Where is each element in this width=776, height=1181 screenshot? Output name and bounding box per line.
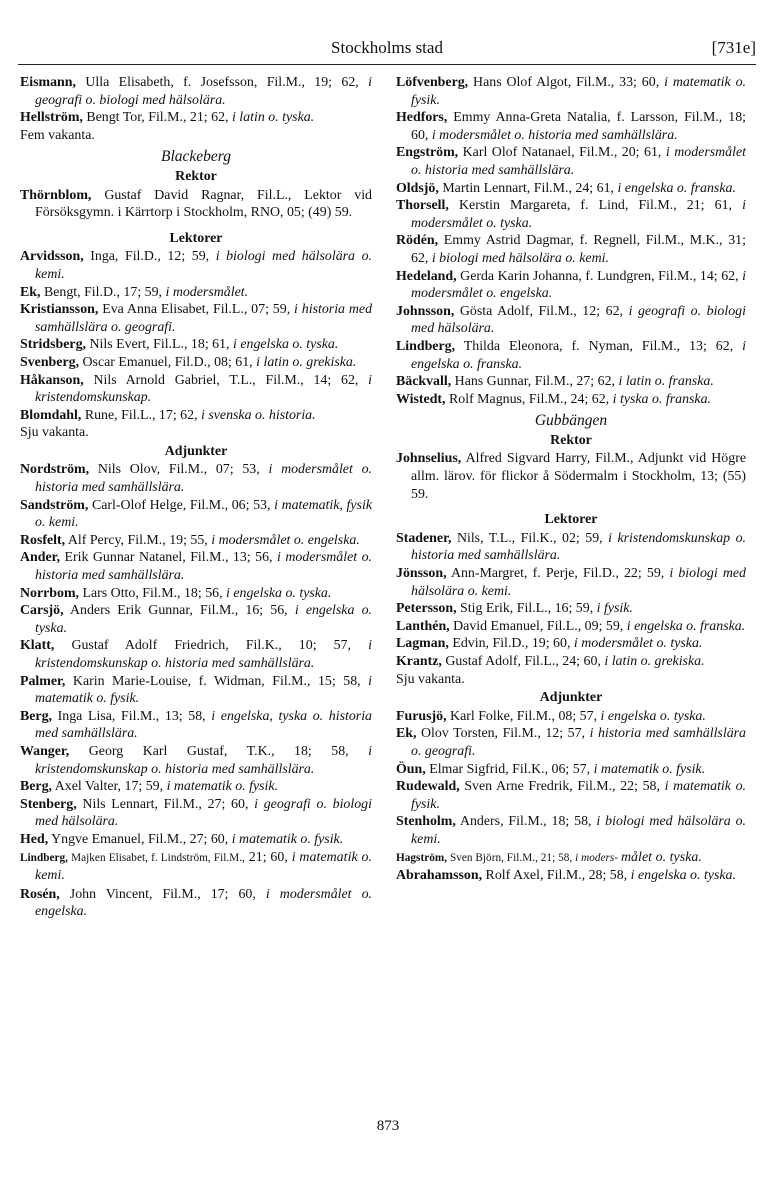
entry-subjects: i matematik o. fysik. bbox=[411, 75, 746, 108]
entry-subjects: i latin o. grekiska. bbox=[256, 354, 357, 370]
entry-name: Stadener, bbox=[396, 530, 452, 546]
entry-name: Ek, bbox=[20, 284, 41, 300]
entry-details: Gustaf Adolf, Fil.L., 24; 60, bbox=[441, 654, 605, 669]
entry-details: David Emanuel, Fil.L., 09; 59, bbox=[449, 618, 627, 634]
entry-details: Karin Marie-Louise, f. Widman, Fil.M., 15; 58, bbox=[65, 673, 369, 689]
staff-entry bbox=[396, 197, 746, 232]
school-heading: Gubbängen bbox=[534, 412, 608, 430]
entry-name: Rosfelt, bbox=[20, 532, 66, 548]
entry-subjects: i modersmålet o. historia med samhällslära. bbox=[411, 145, 747, 178]
staff-entry bbox=[20, 673, 372, 708]
entry-details: Karl Folke, Fil.M., 08; 57, bbox=[446, 708, 601, 724]
entry-subjects: i historia med samhällslära o. geografi. bbox=[35, 302, 373, 335]
entry-name: Abrahamsson, bbox=[396, 868, 483, 884]
entry-details: Sven Arne Fredrik, Fil.M., 22; 58, bbox=[459, 779, 665, 795]
entry-details: Thilda Eleonora, f. Nyman, Fil.M., 13; 62, bbox=[455, 338, 743, 354]
section-heading-rektor: Rektor bbox=[550, 432, 592, 448]
entry-name: Johnselius, bbox=[396, 451, 462, 467]
staff-entry bbox=[20, 372, 372, 407]
section-heading-rektor: Rektor bbox=[175, 168, 217, 184]
entry-name: Hagström, bbox=[396, 851, 448, 864]
staff-entry bbox=[396, 813, 746, 848]
staff-entry bbox=[20, 778, 372, 796]
staff-entry bbox=[20, 796, 372, 831]
entry-details: Georg Karl Gustaf, T.K., 18; 58, bbox=[69, 743, 369, 759]
entry-name: Lanthén, bbox=[396, 618, 450, 634]
entry-name: Krantz, bbox=[396, 654, 442, 669]
entry-name: Rosén, bbox=[20, 886, 60, 902]
entry-subjects: i matematik o. kemi. bbox=[35, 849, 372, 884]
staff-entry bbox=[20, 74, 372, 109]
entry-subjects: i matematik, fysik o. kemi. bbox=[35, 497, 372, 531]
entry-subjects: i kristendomskunskap. bbox=[35, 372, 372, 406]
entry-details: Rolf Axel, Fil.M., 28; 58, bbox=[482, 868, 631, 884]
entry-details: Karl Olof Natanael, Fil.M., 20; 61, bbox=[458, 145, 666, 161]
entry-subjects: i matematik o. fysik. bbox=[593, 761, 706, 777]
entry-name: Johnsson, bbox=[396, 303, 455, 319]
staff-entry bbox=[396, 778, 746, 813]
entry-name: Lindberg, bbox=[20, 851, 69, 864]
entry-subjects: i kristendomskunskap o. historia med samhällslära. bbox=[411, 530, 747, 564]
entry-name: Petersson, bbox=[396, 601, 457, 617]
entry-name: Öun, bbox=[396, 761, 426, 777]
entry-subjects: i matematik o. fysik. bbox=[35, 673, 372, 707]
right-column bbox=[396, 74, 746, 885]
entry-subjects: i biologi med hälsolära o. kemi. bbox=[411, 814, 747, 847]
entry-details: Nils Olov, Fil.M., 07; 53, bbox=[89, 462, 269, 478]
staff-entry bbox=[20, 336, 372, 354]
staff-entry bbox=[396, 180, 746, 198]
staff-entry bbox=[396, 600, 746, 618]
page-reference: [731e] bbox=[711, 38, 756, 57]
entry-subjects: i modersmålet o. tyska. bbox=[573, 636, 703, 652]
entry-details-small: Sven Björn, Fil.M., 21; 58, bbox=[447, 851, 576, 864]
staff-entry bbox=[396, 565, 746, 600]
entry-details: Ulla Elisabeth, f. Josefsson, Fil.M., 19; 62, bbox=[75, 75, 369, 90]
entry-details: Alfred Sigvard Harry, Fil.M., Adjunkt vid Högre allm. lärov. för flickor å Södermalm i Stockholm, 13; (55) 59. bbox=[411, 451, 746, 502]
entry-subjects: i engelska o. franska. bbox=[411, 338, 746, 372]
staff-entry bbox=[20, 407, 372, 425]
entry-subjects: i engelska o. franska. bbox=[626, 618, 746, 634]
entry-subjects: i modersmålet o. engelska. bbox=[35, 886, 372, 920]
staff-entry bbox=[396, 232, 746, 267]
staff-entry bbox=[20, 187, 372, 222]
entry-name: Lagman, bbox=[396, 636, 449, 652]
entry-name: Rödén, bbox=[396, 233, 439, 249]
entry-name: Berg, bbox=[20, 779, 53, 795]
entry-details: Gösta Adolf, Fil.M., 12; 62, bbox=[454, 303, 629, 319]
entry-subjects: i latin o. grekiska. bbox=[604, 654, 705, 669]
entry-details: Bengt Tor, Fil.M., 21; 62, bbox=[82, 110, 232, 126]
left-column bbox=[20, 74, 372, 921]
entry-subjects: i latin o. franska. bbox=[618, 374, 714, 390]
staff-entry bbox=[20, 284, 372, 302]
entry-subjects: i modersmålet o. engelska. bbox=[411, 268, 746, 302]
staff-entry bbox=[396, 338, 746, 373]
running-title: Stockholms stad bbox=[331, 38, 443, 57]
entry-name: Nordström, bbox=[20, 462, 90, 478]
entry-name: Hellström, bbox=[20, 110, 83, 126]
entry-name: Sandström, bbox=[20, 497, 89, 513]
entry-subjects: i modersmålet. bbox=[165, 284, 249, 300]
entry-subjects: i modersmålet o. historia med samhällslära. bbox=[35, 462, 373, 496]
entry-name: Rudewald, bbox=[396, 779, 460, 795]
entry-details: Martin Lennart, Fil.M., 24; 61, bbox=[438, 180, 618, 196]
vacancy-note: Fem vakanta. bbox=[20, 127, 95, 143]
entry-subjects: i engelska o. tyska. bbox=[233, 337, 339, 353]
entry-name: Wistedt, bbox=[396, 391, 446, 407]
staff-entry bbox=[20, 354, 372, 372]
entry-details-small: Majken Elisabet, f. Lindström, Fil.M., bbox=[68, 851, 245, 864]
entry-details: Nils Evert, Fil.L., 18; 61, bbox=[85, 337, 233, 353]
page-number: 873 bbox=[376, 1118, 400, 1134]
entry-subjects: målet o. tyska. bbox=[620, 849, 702, 865]
entry-name: Stenberg, bbox=[20, 796, 77, 812]
staff-entry bbox=[396, 849, 746, 868]
entry-details: Stig Erik, Fil.L., 16; 59, bbox=[456, 601, 597, 617]
entry-name: Jönsson, bbox=[396, 566, 447, 582]
entry-details: Ann-Margret, f. Perje, Fil.D., 22; 59, bbox=[446, 566, 670, 582]
entry-details: Eva Anna Elisabet, Fil.L., 07; 59, bbox=[98, 302, 295, 318]
entry-details: Nils Lennart, Fil.M., 27; 60, bbox=[76, 796, 255, 812]
entry-name: Håkanson, bbox=[20, 372, 84, 388]
staff-entry bbox=[20, 248, 372, 283]
entry-details: Edvin, Fil.D., 19; 60, bbox=[448, 636, 574, 652]
vacancy-note: Sju vakanta. bbox=[20, 425, 89, 441]
entry-details: Kerstin Margareta, f. Lind, Fil.M., 21; 61, bbox=[448, 198, 743, 214]
entry-name: Ander, bbox=[20, 550, 61, 566]
staff-entry bbox=[396, 530, 746, 565]
entry-subjects: i modersmålet o. historia med samhällslära. bbox=[431, 127, 678, 143]
vacancy-note: Sju vakanta. bbox=[396, 671, 465, 687]
entry-subjects: i svenska o. historia. bbox=[201, 407, 316, 423]
staff-entry bbox=[396, 303, 746, 338]
entry-subjects: i tyska o. franska. bbox=[612, 391, 712, 407]
entry-name: Carsjö, bbox=[20, 603, 64, 619]
entry-details: Inga, Fil.D., 12; 59, bbox=[83, 249, 216, 265]
staff-entry bbox=[20, 831, 372, 849]
entry-name: Hedeland, bbox=[396, 268, 457, 284]
entry-details: Carl-Olof Helge, Fil.M., 06; 53, bbox=[88, 497, 275, 513]
entry-details: Alf Percy, Fil.M., 19; 55, bbox=[65, 532, 212, 548]
entry-details: Rune, Fil.L., 17; 62, bbox=[81, 407, 201, 423]
entry-details: Olov Torsten, Fil.M., 12; 57, bbox=[416, 726, 590, 742]
staff-entry bbox=[396, 144, 746, 179]
staff-entry bbox=[20, 743, 372, 778]
staff-entry bbox=[20, 549, 372, 584]
staff-entry bbox=[396, 708, 746, 726]
entry-name: Thorsell, bbox=[396, 198, 449, 214]
entry-subjects: i engelska o. tyska. bbox=[630, 868, 736, 884]
entry-subjects: i historia med samhällslära o. geografi. bbox=[411, 726, 746, 759]
entry-name: Engström, bbox=[396, 145, 459, 161]
entry-subjects: i engelska, tyska o. historia med samhällslära. bbox=[35, 708, 372, 742]
entry-subjects: i matematik o. fysik. bbox=[411, 779, 746, 812]
staff-entry bbox=[20, 461, 372, 496]
section-heading-lektorer: Lektorer bbox=[544, 512, 598, 528]
entry-name: Hed, bbox=[20, 831, 49, 847]
entry-name: Thörnblom, bbox=[20, 187, 92, 203]
staff-entry bbox=[396, 725, 746, 760]
entry-subjects: i geografi o. biologi med hälsolära. bbox=[35, 796, 372, 830]
staff-entry bbox=[20, 532, 372, 550]
entry-subjects: i geografi o. biologi med hälsolära. bbox=[35, 75, 372, 108]
entry-subjects: i modersmålet o. tyska. bbox=[411, 198, 746, 231]
entry-name: Stridsberg, bbox=[20, 337, 86, 353]
staff-entry bbox=[396, 74, 746, 109]
staff-entry bbox=[20, 886, 372, 921]
staff-entry bbox=[396, 653, 746, 671]
entry-name: Furusjö, bbox=[396, 708, 447, 724]
entry-details: 21; 60, bbox=[244, 849, 292, 865]
staff-entry bbox=[20, 301, 372, 336]
entry-name: Bäckvall, bbox=[396, 374, 452, 390]
staff-entry bbox=[20, 637, 372, 672]
staff-entry bbox=[20, 497, 372, 532]
staff-entry bbox=[396, 109, 746, 144]
entry-name: Löfvenberg, bbox=[396, 75, 469, 90]
entry-details: Oscar Emanuel, Fil.D., 08; 61, bbox=[79, 354, 257, 370]
staff-entry bbox=[20, 585, 372, 603]
entry-subjects: i biologi med hälsolära o. kemi. bbox=[35, 249, 372, 282]
entry-subjects: i modersmålet o. historia med samhällslära. bbox=[35, 550, 373, 584]
entry-name: Berg, bbox=[20, 708, 53, 724]
entry-name: Ek, bbox=[396, 726, 417, 742]
staff-entry bbox=[20, 708, 372, 743]
entry-name: Arvidsson, bbox=[20, 249, 84, 265]
entry-subjects: i biologi med hälsolära o. kemi. bbox=[431, 250, 609, 266]
entry-subjects: i kristendomskunskap o. historia med samhällslära. bbox=[35, 638, 372, 671]
entry-details: Hans Olof Algot, Fil.M., 33; 60, bbox=[468, 75, 665, 90]
staff-entry bbox=[20, 602, 372, 637]
entry-details: Yngve Emanuel, Fil.M., 27; 60, bbox=[48, 831, 232, 847]
school-heading: Blackeberg bbox=[161, 148, 231, 166]
entry-subjects: i engelska o. franska. bbox=[617, 180, 736, 196]
entry-subjects: i matematik o. fysik. bbox=[231, 831, 344, 847]
entry-details: Hans Gunnar, Fil.M., 27; 62, bbox=[451, 374, 619, 390]
entry-name: Kristiansson, bbox=[20, 302, 99, 318]
section-heading-adjunkter: Adjunkter bbox=[539, 690, 603, 706]
entry-name: Svenberg, bbox=[20, 354, 80, 370]
entry-name: Blomdahl, bbox=[20, 407, 82, 423]
entry-details: Emmy Astrid Dagmar, f. Regnell, Fil.M., M.K., 31; 62, bbox=[411, 233, 746, 266]
entry-subjects: i engelska o. tyska. bbox=[226, 585, 332, 601]
staff-entry bbox=[396, 635, 746, 653]
staff-entry bbox=[396, 761, 746, 779]
entry-details: John Vincent, Fil.M., 17; 60, bbox=[59, 886, 266, 902]
entry-details: Gustaf Adolf Friedrich, Fil.K., 10; 57, bbox=[54, 638, 369, 654]
entry-subjects: i fysik. bbox=[596, 601, 633, 617]
entry-name: Eismann, bbox=[20, 75, 76, 90]
entry-subjects: i matematik o. fysik. bbox=[166, 779, 279, 795]
entry-name: Palmer, bbox=[20, 673, 66, 689]
entry-details: Erik Gunnar Natanel, Fil.M., 13; 56, bbox=[60, 550, 277, 566]
entry-details: Inga Lisa, Fil.M., 13; 58, bbox=[52, 708, 212, 724]
entry-name: Lindberg, bbox=[396, 338, 456, 354]
staff-entry bbox=[20, 109, 372, 127]
entry-name: Norrbom, bbox=[20, 585, 80, 601]
entry-details: Emmy Anna-Greta Natalia, f. Larsson, Fil.M., 18; 60, bbox=[411, 110, 746, 143]
staff-entry bbox=[396, 391, 746, 409]
entry-details: Rolf Magnus, Fil.M., 24; 62, bbox=[445, 391, 613, 407]
entry-details: Gustaf David Ragnar, Fil.L., Lektor vid Försöksgymn. i Kärrtorp i Stockholm, RNO, 05; (49) 59. bbox=[35, 187, 372, 221]
entry-subjects-small: i moders- bbox=[575, 851, 619, 864]
entry-subjects: i latin o. tyska. bbox=[231, 110, 315, 126]
staff-entry bbox=[396, 618, 746, 636]
entry-details: Axel Valter, 17; 59, bbox=[52, 779, 167, 795]
entry-name: Hedfors, bbox=[396, 110, 448, 126]
entry-details: Nils, T.L., Fil.K., 02; 59, bbox=[451, 530, 609, 546]
entry-details: Elmar Sigfrid, Fil.K., 06; 57, bbox=[425, 761, 594, 777]
entry-subjects: i geografi o. biologi med hälsolära. bbox=[411, 303, 746, 337]
entry-details: Anders Erik Gunnar, Fil.M., 16; 56, bbox=[63, 603, 295, 619]
staff-entry bbox=[20, 849, 372, 886]
entry-name: Stenholm, bbox=[396, 814, 456, 830]
entry-details: Anders, Fil.M., 18; 58, bbox=[455, 814, 597, 830]
entry-name: Klatt, bbox=[20, 638, 55, 654]
entry-subjects: i kristendomskunskap o. historia med samhällslära. bbox=[35, 743, 372, 777]
staff-entry bbox=[396, 373, 746, 391]
staff-entry bbox=[396, 450, 746, 503]
entry-details: Bengt, Fil.D., 17; 59, bbox=[40, 284, 166, 300]
staff-entry bbox=[396, 867, 746, 885]
section-heading-lektorer: Lektorer bbox=[169, 230, 223, 246]
page-header bbox=[18, 34, 756, 65]
section-heading-adjunkter: Adjunkter bbox=[164, 443, 228, 459]
staff-entry bbox=[396, 268, 746, 303]
entry-subjects: i engelska o. tyska. bbox=[35, 603, 372, 636]
entry-name: Wanger, bbox=[20, 743, 70, 759]
entry-subjects: i modersmålet o. engelska. bbox=[211, 532, 360, 548]
entry-subjects: i engelska o. tyska. bbox=[600, 708, 706, 724]
entry-details: Lars Otto, Fil.M., 18; 56, bbox=[79, 585, 227, 601]
entry-subjects: i biologi med hälsolära o. kemi. bbox=[411, 566, 747, 599]
entry-name: Oldsjö, bbox=[396, 180, 439, 196]
entry-details: Nils Arnold Gabriel, T.L., Fil.M., 14; 62, bbox=[83, 372, 369, 388]
entry-details: Gerda Karin Johanna, f. Lundgren, Fil.M., 14; 62, bbox=[456, 268, 743, 284]
